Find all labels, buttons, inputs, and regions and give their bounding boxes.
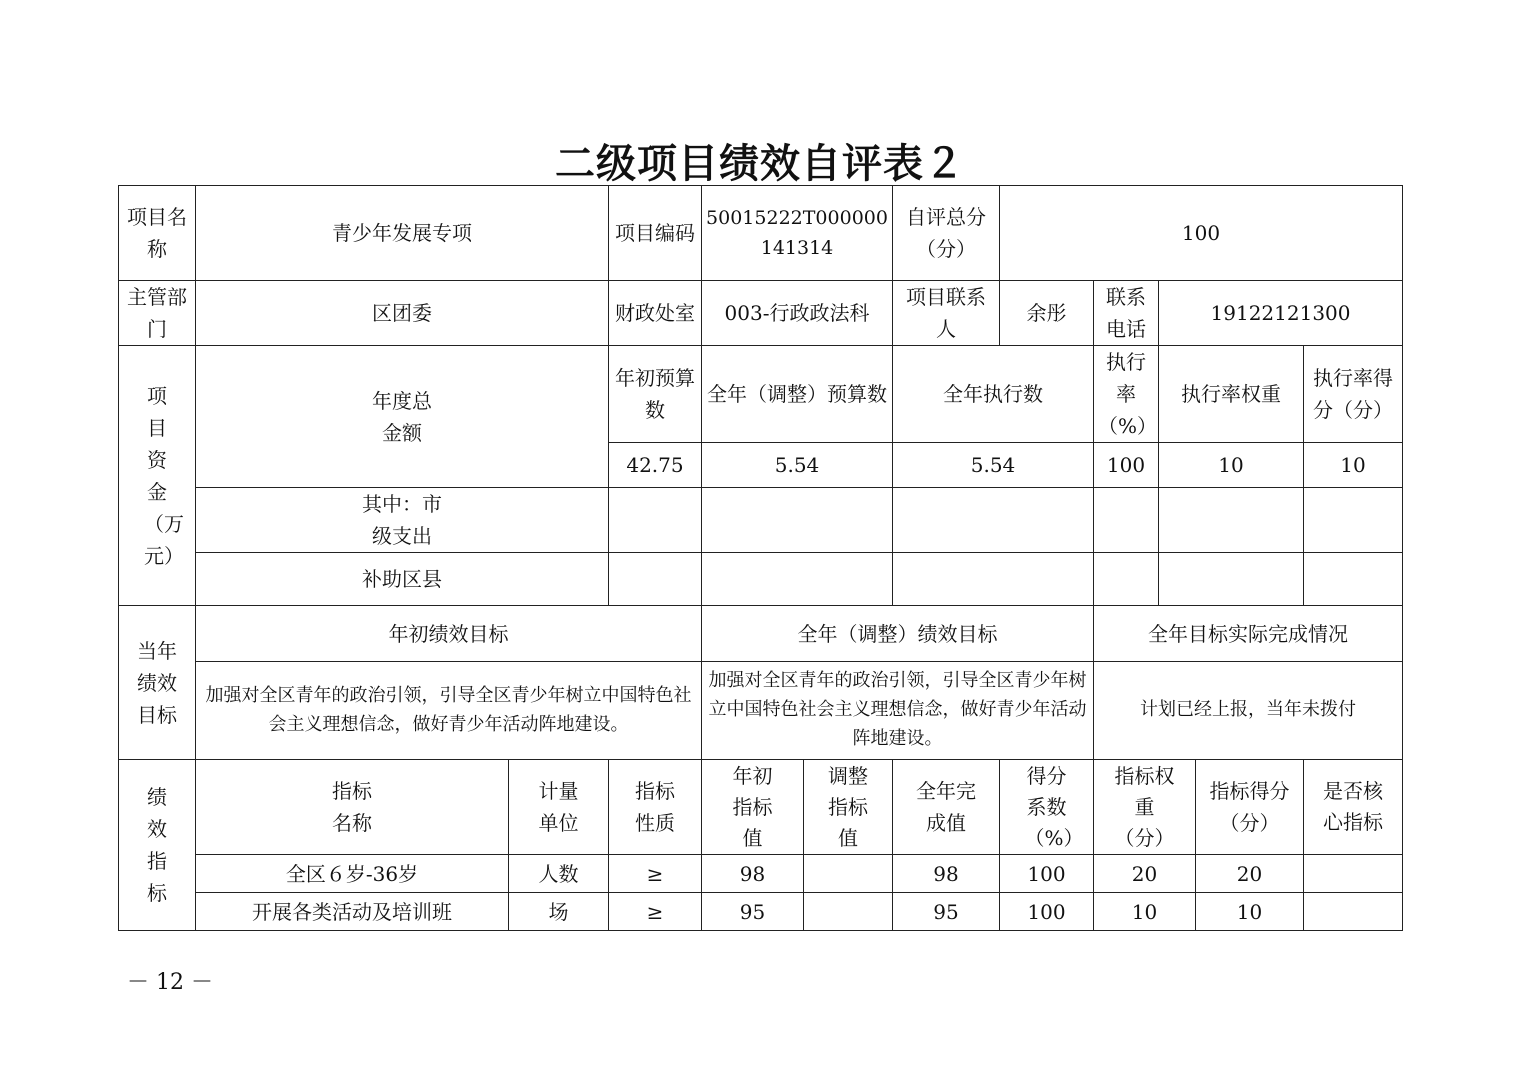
city-rate-cell <box>1094 488 1159 553</box>
ind-row-score: 20 <box>1196 855 1304 893</box>
county-adjusted-cell <box>702 553 893 606</box>
ind-header-unit-text: 计量单位 <box>538 779 579 835</box>
city-initial-cell <box>609 488 702 553</box>
ind-row-nature: ≥ <box>609 893 702 931</box>
ind-header-core-text: 是否核心指标 <box>1323 779 1384 834</box>
ind-header-adjusted <box>804 760 893 855</box>
city-expense-label <box>196 488 609 553</box>
ind-header-nature <box>609 760 702 855</box>
annual-total-label <box>196 346 609 488</box>
ind-header-name <box>196 760 509 855</box>
ind-row-coef: 100 <box>1000 893 1094 931</box>
executed-value: 5.54 <box>893 443 1094 488</box>
phone-value: 19122121300 <box>1159 281 1403 346</box>
ind-row-nature: ≥ <box>609 855 702 893</box>
col-executed: 全年执行数 <box>893 346 1094 443</box>
ind-header-weight-text: 指标权重（分） <box>1114 763 1175 850</box>
initial-budget-value: 42.75 <box>609 443 702 488</box>
city-adjusted-cell <box>702 488 893 553</box>
exec-score-value: 10 <box>1304 443 1403 488</box>
ind-row-score: 10 <box>1196 893 1304 931</box>
ind-header-adjusted-text: 调整指标值 <box>828 763 868 850</box>
table-row <box>119 855 1403 893</box>
phone-label: 联系电话 <box>1094 281 1159 346</box>
col-exec-rate: 执行率（%） <box>1094 346 1159 443</box>
ind-row-initial: 98 <box>702 855 804 893</box>
adjusted-goal-header: 全年（调整）绩效目标 <box>702 606 1094 662</box>
table-row <box>119 893 1403 931</box>
ind-header-completed <box>893 760 1000 855</box>
ind-header-coef <box>1000 760 1094 855</box>
indicators-section-text: 绩效指标 <box>147 785 167 905</box>
county-initial-cell <box>609 553 702 606</box>
city-expense-text: 其中：市级支出 <box>362 492 442 548</box>
page-number: － 12 － <box>127 970 213 995</box>
col-initial-budget: 年初预算数 <box>609 346 702 443</box>
project-code-label: 项目编码 <box>609 186 702 281</box>
city-executed-cell <box>893 488 1094 553</box>
project-code-line2: 141314 <box>760 237 834 259</box>
ind-header-name-text: 指标名称 <box>332 779 372 835</box>
ind-row-adjusted <box>804 855 893 893</box>
dept-value: 区团委 <box>196 281 609 346</box>
adjusted-goal-text: 加强对全区青年的政治引领，引导全区青少年树立中国特色社会主义理想信念，做好青少年活动阵地建设。 <box>702 662 1094 760</box>
col-exec-score: 执行率得分（分） <box>1304 346 1403 443</box>
city-score-cell <box>1304 488 1403 553</box>
funds-section-text: 项目资金（万元） <box>144 383 184 568</box>
office-value: 003-行政政法科 <box>702 281 893 346</box>
ind-row-weight: 20 <box>1094 855 1196 893</box>
goals-section-text: 当年绩效目标 <box>137 638 177 727</box>
county-weight-cell <box>1159 553 1304 606</box>
ind-row-name: 全区６岁-36岁 <box>196 855 509 893</box>
project-code-value <box>702 186 893 281</box>
ind-row-unit: 人数 <box>509 855 609 893</box>
ind-header-coef-text: 得分系数（%） <box>1024 763 1084 850</box>
adjusted-budget-value: 5.54 <box>702 443 893 488</box>
actual-goal-header: 全年目标实际完成情况 <box>1094 606 1403 662</box>
city-weight-cell <box>1159 488 1304 553</box>
ind-row-weight: 10 <box>1094 893 1196 931</box>
project-code-line1: 50015222T000000 <box>706 206 888 229</box>
col-exec-weight: 执行率权重 <box>1159 346 1304 443</box>
contact-label: 项目联系人 <box>893 281 1000 346</box>
ind-row-initial: 95 <box>702 893 804 931</box>
ind-header-weight <box>1094 760 1196 855</box>
self-score-label: 自评总分（分） <box>893 186 1000 281</box>
ind-row-core <box>1304 893 1403 931</box>
ind-header-initial <box>702 760 804 855</box>
ind-row-adjusted <box>804 893 893 931</box>
dept-label: 主管部门 <box>119 281 196 346</box>
actual-goal-text: 计划已经上报，当年未拨付 <box>1094 662 1403 760</box>
ind-row-coef: 100 <box>1000 855 1094 893</box>
indicators-section-label <box>119 760 196 931</box>
page-title: 二级项目绩效自评表２ <box>555 140 965 187</box>
ind-row-unit: 场 <box>509 893 609 931</box>
exec-weight-value: 10 <box>1159 443 1304 488</box>
ind-header-completed-text: 全年完成值 <box>916 779 977 835</box>
county-score-cell <box>1304 553 1403 606</box>
office-label: 财政处室 <box>609 281 702 346</box>
ind-header-nature-text: 指标性质 <box>635 779 675 835</box>
funds-section-label <box>119 346 196 606</box>
county-subsidy-label: 补助区县 <box>196 553 609 606</box>
ind-row-name: 开展各类活动及培训班 <box>196 893 509 931</box>
ind-row-core <box>1304 855 1403 893</box>
county-executed-cell <box>893 553 1094 606</box>
contact-value: 余彤 <box>1000 281 1094 346</box>
ind-header-initial-text: 年初指标值 <box>732 763 773 850</box>
project-name-label: 项目名称 <box>119 186 196 281</box>
ind-header-score-text: 指标得分（分） <box>1209 779 1290 835</box>
ind-row-completed: 95 <box>893 893 1000 931</box>
ind-header-unit <box>509 760 609 855</box>
project-name-value: 青少年发展专项 <box>196 186 609 281</box>
exec-rate-value: 100 <box>1094 443 1159 488</box>
goals-section-label <box>119 606 196 760</box>
initial-goal-header: 年初绩效目标 <box>196 606 702 662</box>
ind-header-core <box>1304 760 1403 855</box>
self-score-value: 100 <box>1000 186 1403 281</box>
annual-total-text: 年度总金额 <box>372 388 432 445</box>
initial-goal-text: 加强对全区青年的政治引领，引导全区青少年树立中国特色社会主义理想信念，做好青少年活动阵地建设。 <box>196 662 702 760</box>
col-adjusted-budget: 全年（调整）预算数 <box>702 346 893 443</box>
ind-row-completed: 98 <box>893 855 1000 893</box>
ind-header-score <box>1196 760 1304 855</box>
self-evaluation-table <box>118 185 1403 931</box>
county-rate-cell <box>1094 553 1159 606</box>
